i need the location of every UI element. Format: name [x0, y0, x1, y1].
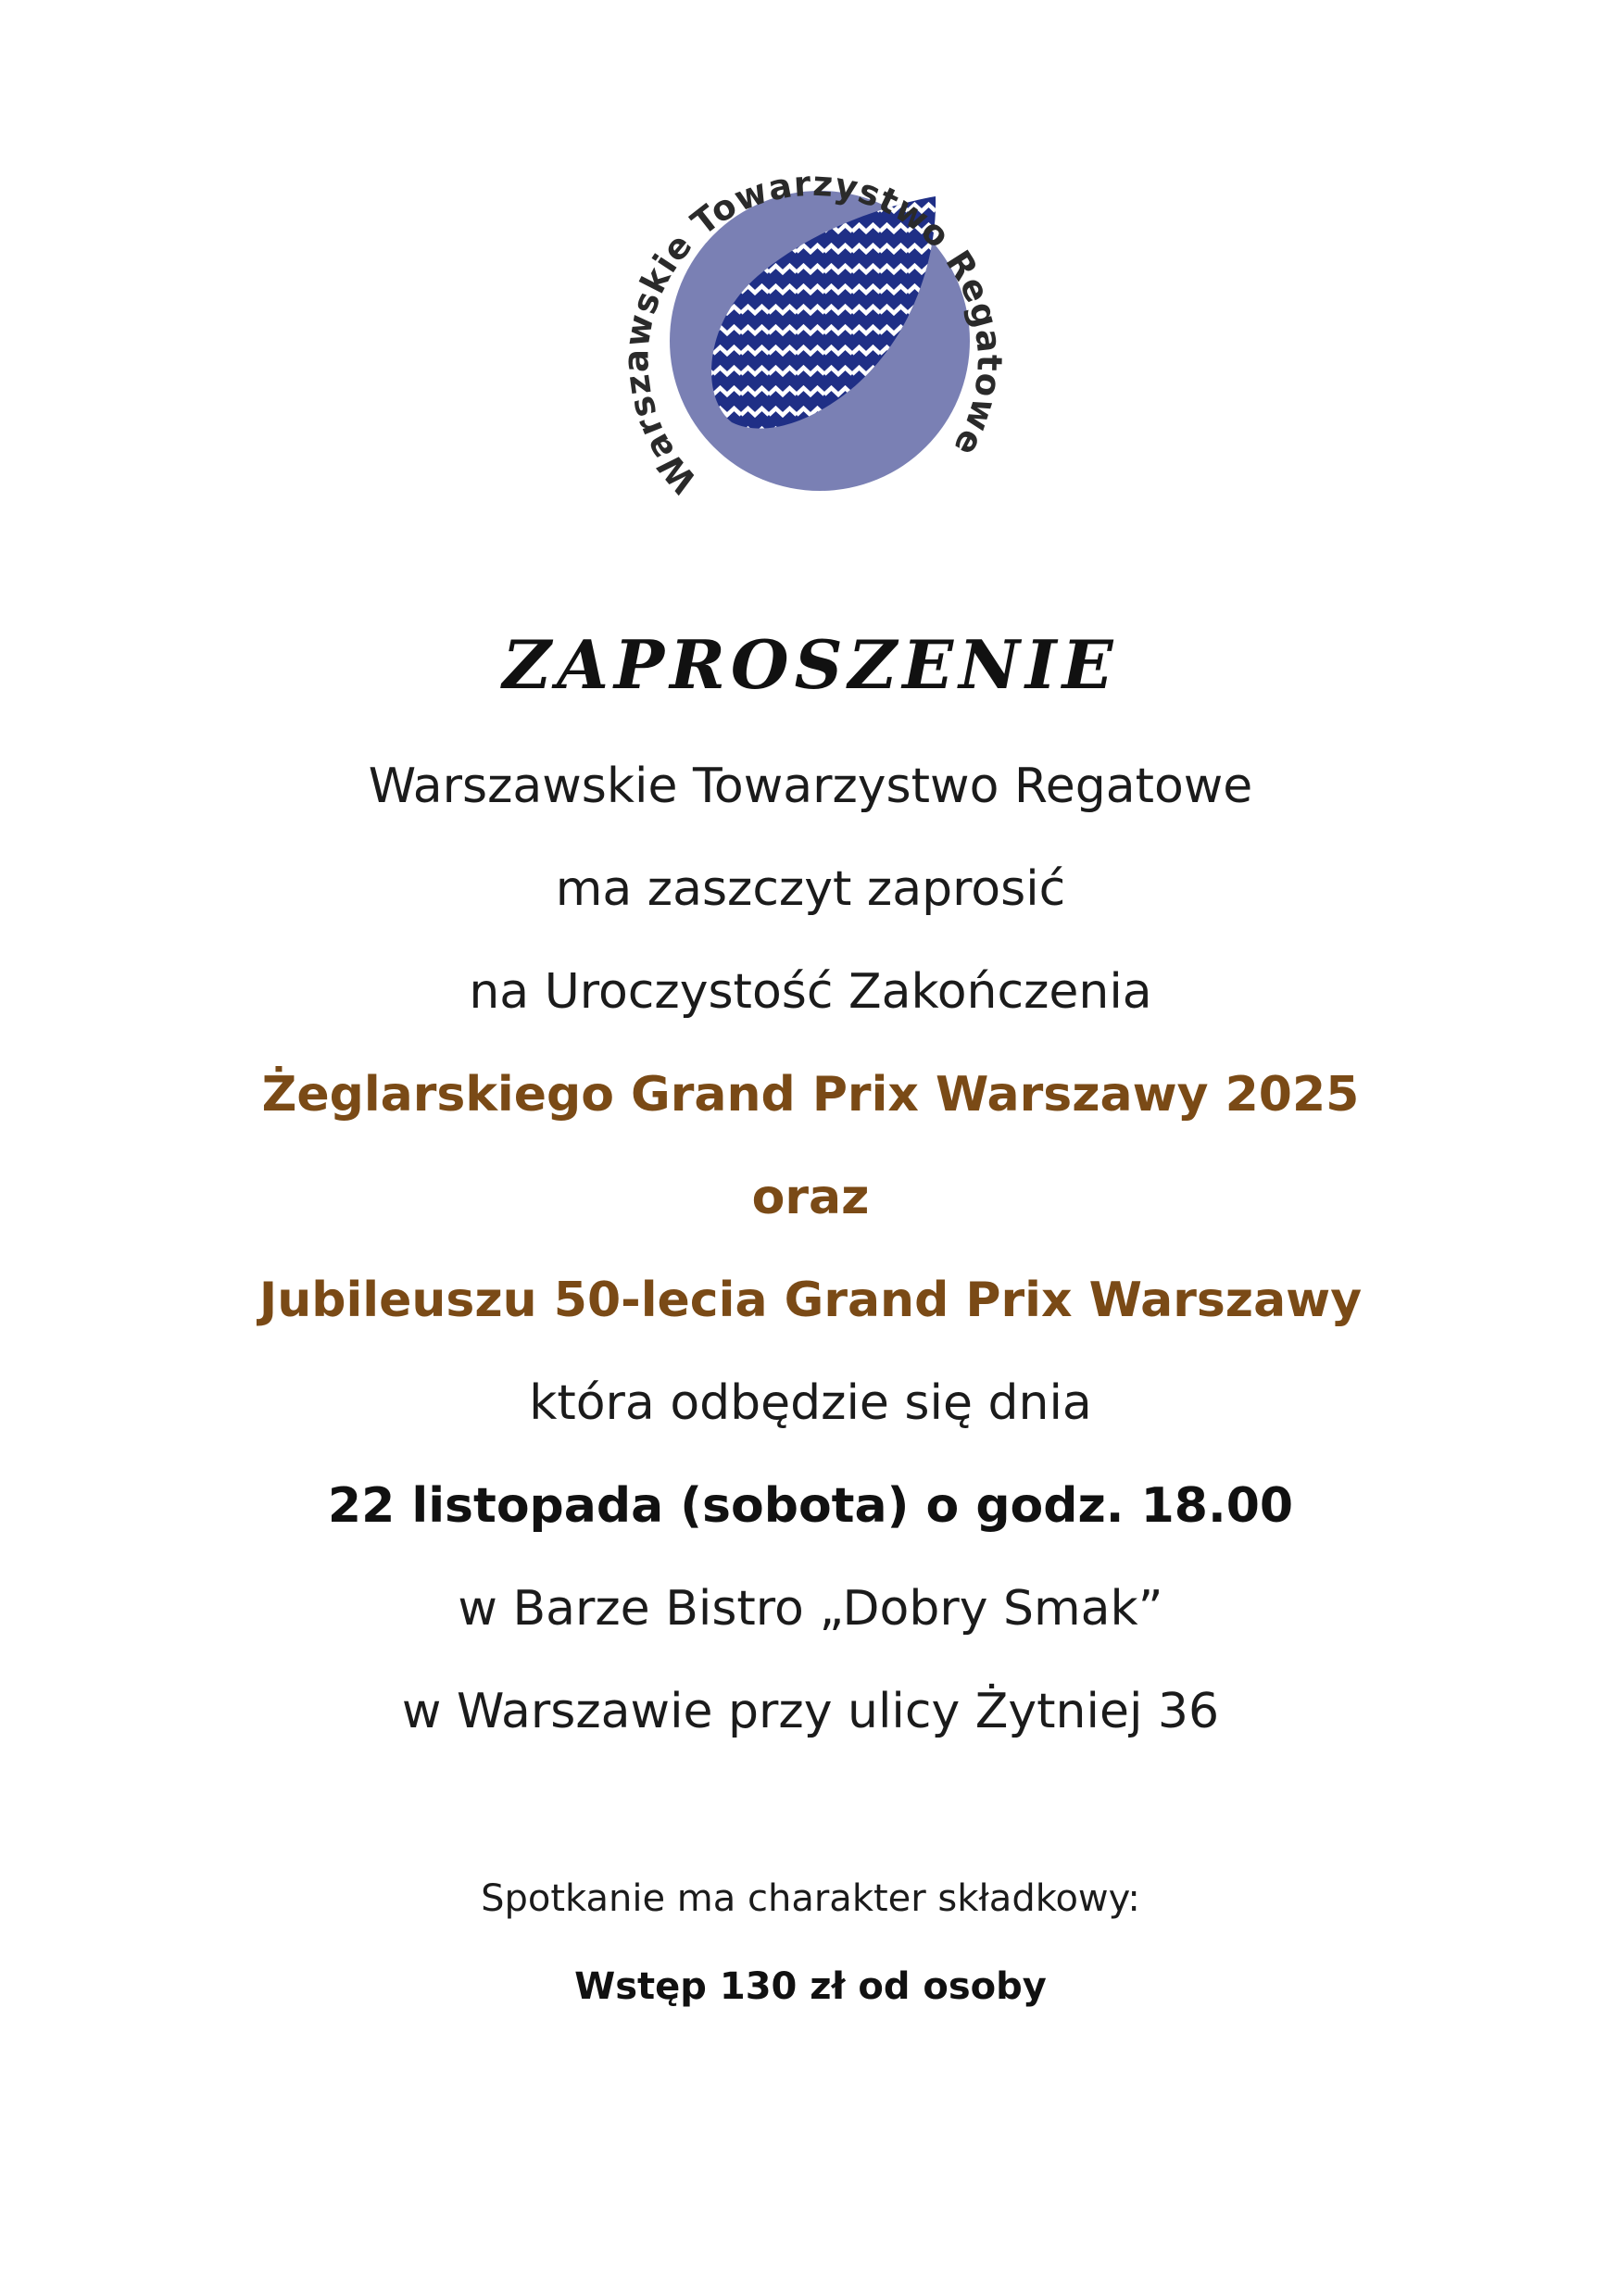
organizer-line: Warszawskie Towarzystwo Regatowe: [368, 759, 1253, 814]
date-intro-line: która odbędzie się dnia: [529, 1375, 1092, 1431]
entry-fee: Wstęp 130 zł od osoby: [574, 1965, 1047, 2008]
invitation-title: ZAPROSZENIE: [502, 625, 1119, 704]
jubilee-line: Jubileuszu 50-lecia Grand Prix Warszawy: [258, 1273, 1363, 1328]
date-time-line: 22 listopada (sobota) o godz. 18.00: [327, 1478, 1294, 1534]
ceremony-line: na Uroczystość Zakończenia: [469, 964, 1152, 1020]
address-line: w Warszawie przy ulicy Żytniej 36: [401, 1684, 1220, 1739]
honor-line: ma zaszczyt zaprosić: [555, 861, 1066, 917]
venue-line: w Barze Bistro „Dobry Smak”: [458, 1581, 1163, 1637]
logo-ring-text: Warszawskie Towarzystwo Regatowe: [616, 163, 1010, 501]
conjunction-line: oraz: [751, 1170, 870, 1225]
contribution-note: Spotkanie ma charakter składkowy:: [481, 1877, 1140, 1920]
club-logo: [602, 119, 1019, 535]
event-name-line: Żeglarskiego Grand Prix Warszawy 2025: [261, 1067, 1360, 1123]
